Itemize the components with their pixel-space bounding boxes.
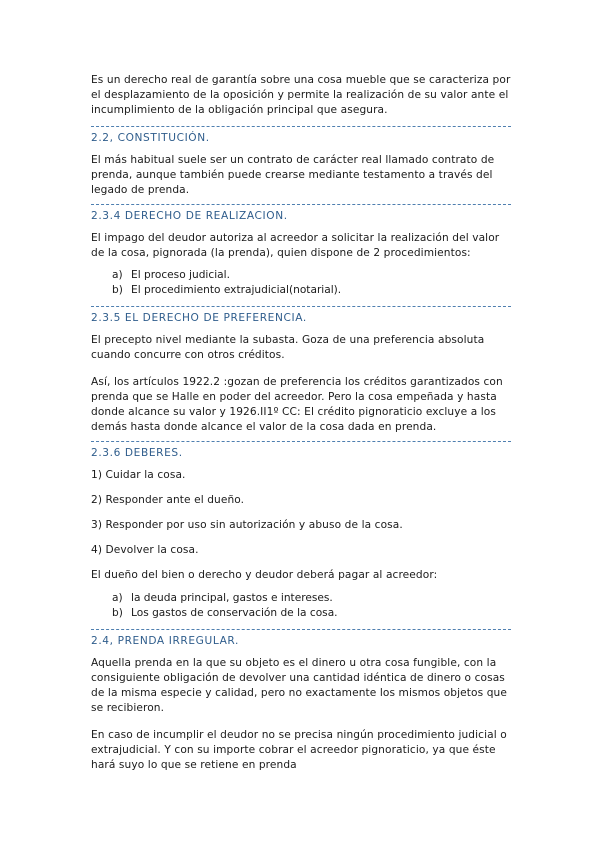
list-marker: b) [112,284,123,296]
section-heading: 2.3.6 DEBERES. [91,447,183,459]
intro-paragraph: Es un derecho real de garantía sobre una cosa mueble que se caracteriza por el desplazamiento de la oposición y permite la realización de su valor ante el incumplimiento de la obligación principal que asegura. [91,74,511,116]
section-constitucion [91,126,511,198]
list-marker: a) [112,269,123,281]
section-prenda-irregular [91,629,511,773]
paragraph: Así, los artículos 1922.2 :gozan de preferencia los créditos garantizados con prenda que se Halle en poder del acreedor. Pero la cosa empeñada y hasta donde alcance su valor y 1926.II1º CC: El crédito pignoraticio excluye a los demás hasta donde alcance el valor de la cosa dada en prenda. [91,376,503,433]
payment-list [91,591,511,621]
section-heading: 2.3.5 EL DERECHO DE PREFERENCIA. [91,312,307,324]
list-item-text: la deuda principal, gastos e intereses. [131,592,333,604]
list-marker: b) [112,607,123,619]
duty-item: 1) Cuidar la cosa. [91,469,186,481]
list-item-text: Los gastos de conservación de la cosa. [131,607,338,619]
paragraph: El más habitual suele ser un contrato de carácter real llamado contrato de prenda, aunque también puede crearse mediante testamento a través del legado de prenda. [91,154,495,196]
duty-item: 3) Responder por uso sin autorización y abuso de la cosa. [91,519,403,531]
paragraph: El precepto nivel mediante la subasta. Goza de una preferencia absoluta cuando concurre con otros créditos. [91,334,485,361]
section-deberes [91,441,511,625]
procedure-list [91,268,511,298]
paragraph: El impago del deudor autoriza al acreedor a solicitar la realización del valor de la cosa, pignorada (la prenda), quien dispone de 2 procedimientos: [91,232,500,259]
list-item-text: El procedimiento extrajudicial(notarial). [131,284,342,296]
paragraph: En caso de incumplir el deudor no se precisa ningún procedimiento judicial o extrajudicial. Y con su importe cobrar el acreedor pignoraticio, ya que éste hará suyo lo que se retiene en prenda [91,729,507,771]
list-item [91,268,511,283]
paragraph: El dueño del bien o derecho y deudor deberá pagar al acreedor: [91,569,438,581]
document-page [91,73,511,773]
duty-item: 2) Responder ante el dueño. [91,494,245,506]
list-item [91,283,511,298]
section-heading: 2.2, CONSTITUCIÓN. [91,132,210,144]
section-heading: 2.3.4 DERECHO DE REALIZACION. [91,210,288,222]
paragraph: Aquella prenda en la que su objeto es el dinero u otra cosa fungible, con la consiguiente obligación de devolver una cantidad idéntica de dinero o cosas de la misma especie y calidad, pero no exactamente los mismos objetos que se recibieron. [91,657,507,714]
section-heading: 2.4, PRENDA IRREGULAR. [91,635,239,647]
duty-item: 4) Devolver la cosa. [91,544,199,556]
section-preferencia [91,306,511,435]
section-realizacion [91,204,511,302]
list-marker: a) [112,592,123,604]
list-item [91,606,511,621]
list-item [91,591,511,606]
list-item-text: El proceso judicial. [131,269,230,281]
